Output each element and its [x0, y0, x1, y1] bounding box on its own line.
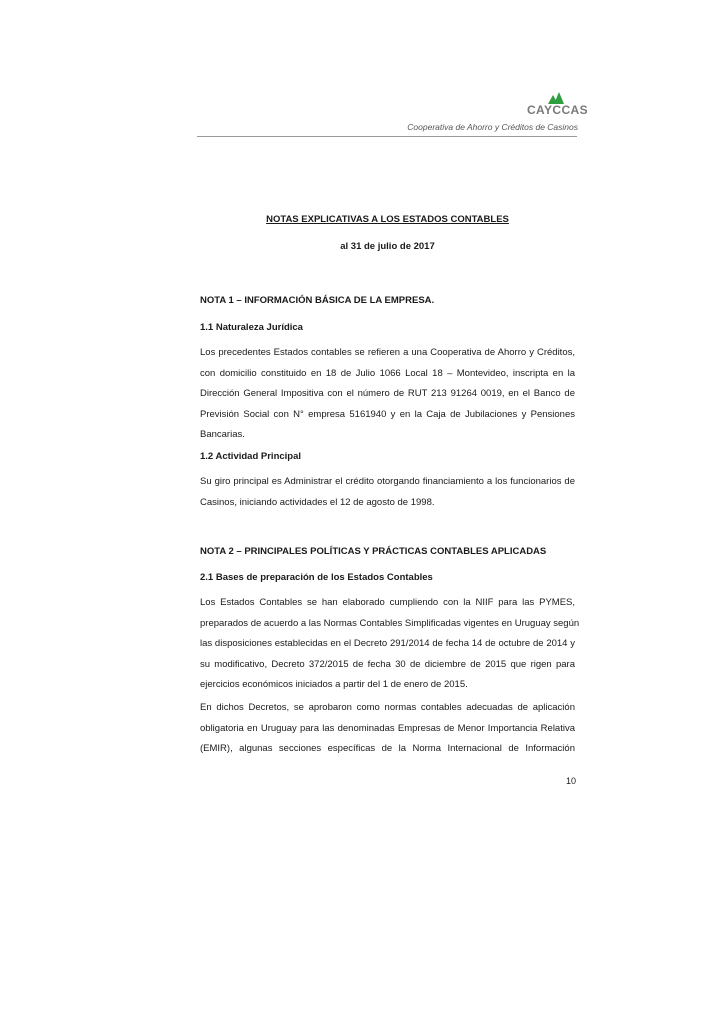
section-2-1-paragraph-2 — [200, 698, 575, 760]
section-1-1-heading: 1.1 Naturaleza Jurídica — [200, 322, 303, 333]
paragraph-line: (EMIR), algunas secciones específicas de la Norma Internacional de Información — [200, 743, 575, 755]
company-logo — [522, 92, 588, 120]
nota-2-heading: NOTA 2 – PRINCIPALES POLÍTICAS Y PRÁCTICAS CONTABLES APLICADAS — [200, 546, 547, 557]
document-date: al 31 de julio de 2017 — [340, 241, 435, 252]
paragraph-line: con domicilio constituido en 18 de Julio 1066 Local 18 – Montevideo, inscripta en la — [200, 367, 575, 379]
paragraph-line: Previsión Social con N° empresa 5161940 y en la Caja de Jubilaciones y Pensiones — [200, 408, 575, 420]
paragraph-line: Los precedentes Estados contables se refieren a una Cooperativa de Ahorro y Créditos, — [200, 347, 575, 358]
company-tagline: Cooperativa de Ahorro y Créditos de Casinos — [407, 122, 578, 132]
paragraph-line: En dichos Decretos, se aprobaron como normas contables adecuadas de aplicación — [200, 702, 575, 713]
section-2-1-paragraph — [200, 593, 580, 696]
paragraph-line: su modificativo, Decreto 372/2015 de fecha 30 de diciembre de 2015 que rigen para — [200, 658, 575, 670]
section-1-2-heading: 1.2 Actividad Principal — [200, 451, 302, 462]
section-2-1-heading: 2.1 Bases de preparación de los Estados Contables — [200, 572, 433, 583]
section-1-2-paragraph — [200, 472, 575, 513]
page-number: 10 — [565, 776, 576, 786]
paragraph-line: ejercicios económicos iniciados a partir del 1 de enero de 2015. — [200, 679, 468, 691]
paragraph-line: Los Estados Contables se han elaborado cumpliendo con la NIIF para las PYMES, — [200, 597, 575, 608]
paragraph-line: Su giro principal es Administrar el crédito otorgando financiamiento a los funcionarios de — [200, 476, 575, 487]
paragraph-line: preparados de acuerdo a las Normas Contables Simplificadas vigentes en Uruguay según — [200, 617, 580, 629]
header-divider — [197, 136, 577, 137]
paragraph-line: Casinos, iniciando actividades el 12 de agosto de 1998. — [200, 496, 435, 508]
paragraph-line: Dirección General Impositiva con el número de RUT 213 91264 0019, en el Banco de — [200, 388, 575, 400]
paragraph-line: las disposiciones establecidas en el Decreto 291/2014 de fecha 14 de octubre de 2014 y — [200, 638, 575, 650]
document-title: NOTAS EXPLICATIVAS A LOS ESTADOS CONTABLES — [266, 214, 509, 225]
paragraph-line: Bancarias. — [200, 429, 245, 441]
paragraph-line: obligatoria en Uruguay para las denominadas Empresas de Menor Importancia Relativa — [200, 722, 575, 734]
nota-1-heading: NOTA 1 – INFORMACIÓN BÁSICA DE LA EMPRESA. — [200, 295, 435, 306]
brand-name: CAYCCAS — [526, 103, 588, 117]
section-1-1-paragraph — [200, 343, 575, 446]
